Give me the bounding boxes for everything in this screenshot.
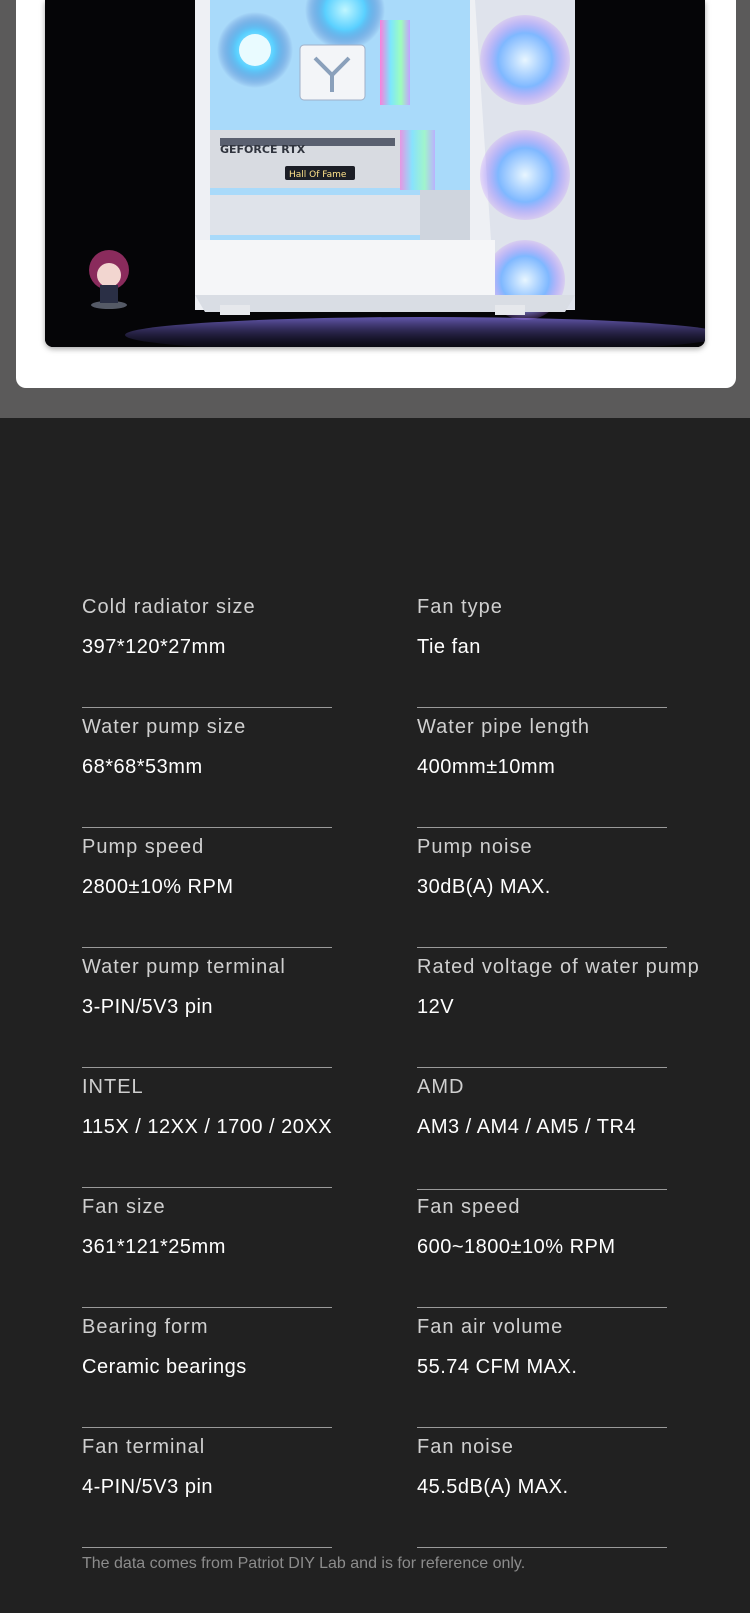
spec-label: Fan terminal (82, 1436, 206, 1458)
product-photo-section (0, 0, 750, 418)
spec-fan-size (82, 1188, 332, 1308)
spec-label: Fan type (417, 596, 503, 618)
spec-label: Water pipe length (417, 716, 591, 738)
spec-label: Fan size (82, 1196, 166, 1218)
spec-water-pipe-length (417, 708, 667, 828)
spec-value: Tie fan (417, 636, 481, 658)
spec-label: Water pump size (82, 716, 247, 738)
spec-value: 30dB(A) MAX. (417, 876, 551, 898)
spec-label: Fan noise (417, 1436, 514, 1458)
spec-label: Cold radiator size (82, 596, 256, 618)
spec-intel-sockets (82, 1068, 332, 1188)
spec-label: INTEL (82, 1076, 144, 1098)
spec-value: 600~1800±10% RPM (417, 1236, 616, 1258)
spec-label: Fan speed (417, 1196, 521, 1218)
spec-value: 397*120*27mm (82, 636, 226, 658)
spec-label: AMD (417, 1076, 465, 1098)
spec-value: 115X / 12XX / 1700 / 20XX (82, 1116, 333, 1138)
gpu-badge: Hall Of Fame (289, 170, 347, 180)
spec-label: Bearing form (82, 1316, 209, 1338)
data-source-footnote: The data comes from Patriot DIY Lab and is for reference only. (82, 1555, 526, 1572)
gpu-label: GEFORCE RTX (220, 143, 306, 156)
spec-label: Pump speed (82, 836, 205, 858)
spec-fan-type (417, 588, 667, 708)
spec-water-pump-size (82, 708, 332, 828)
spec-value: 55.74 CFM MAX. (417, 1356, 578, 1378)
spec-amd-sockets (417, 1068, 667, 1190)
spec-fan-terminal (82, 1428, 332, 1548)
spec-pump-noise (417, 828, 667, 948)
spec-value: 45.5dB(A) MAX. (417, 1476, 569, 1498)
pc-case-photo (45, 0, 705, 347)
spec-value: 12V (417, 996, 455, 1018)
spec-value: AM3 / AM4 / AM5 / TR4 (417, 1116, 637, 1138)
spec-fan-air-volume (417, 1308, 667, 1428)
spec-value: 68*68*53mm (82, 756, 203, 778)
spec-rated-voltage (417, 948, 700, 1068)
spec-value: Ceramic bearings (82, 1356, 247, 1378)
spec-fan-noise (417, 1428, 667, 1548)
spec-label: Rated voltage of water pump (417, 956, 700, 978)
spec-label: Water pump terminal (82, 956, 286, 978)
spec-label: Fan air volume (417, 1316, 564, 1338)
spec-water-pump-terminal (82, 948, 332, 1068)
spec-pump-speed (82, 828, 332, 948)
spec-label: Pump noise (417, 836, 533, 858)
spec-bearing-form (82, 1308, 332, 1428)
spec-value: 400mm±10mm (417, 756, 556, 778)
spec-value: 3-PIN/5V3 pin (82, 996, 214, 1018)
spec-value: 4-PIN/5V3 pin (82, 1476, 214, 1498)
spec-fan-speed (417, 1188, 667, 1308)
spec-value: 361*121*25mm (82, 1236, 226, 1258)
specifications-section (0, 418, 750, 1613)
spec-cold-radiator-size (82, 588, 332, 708)
spec-value: 2800±10% RPM (82, 876, 234, 898)
